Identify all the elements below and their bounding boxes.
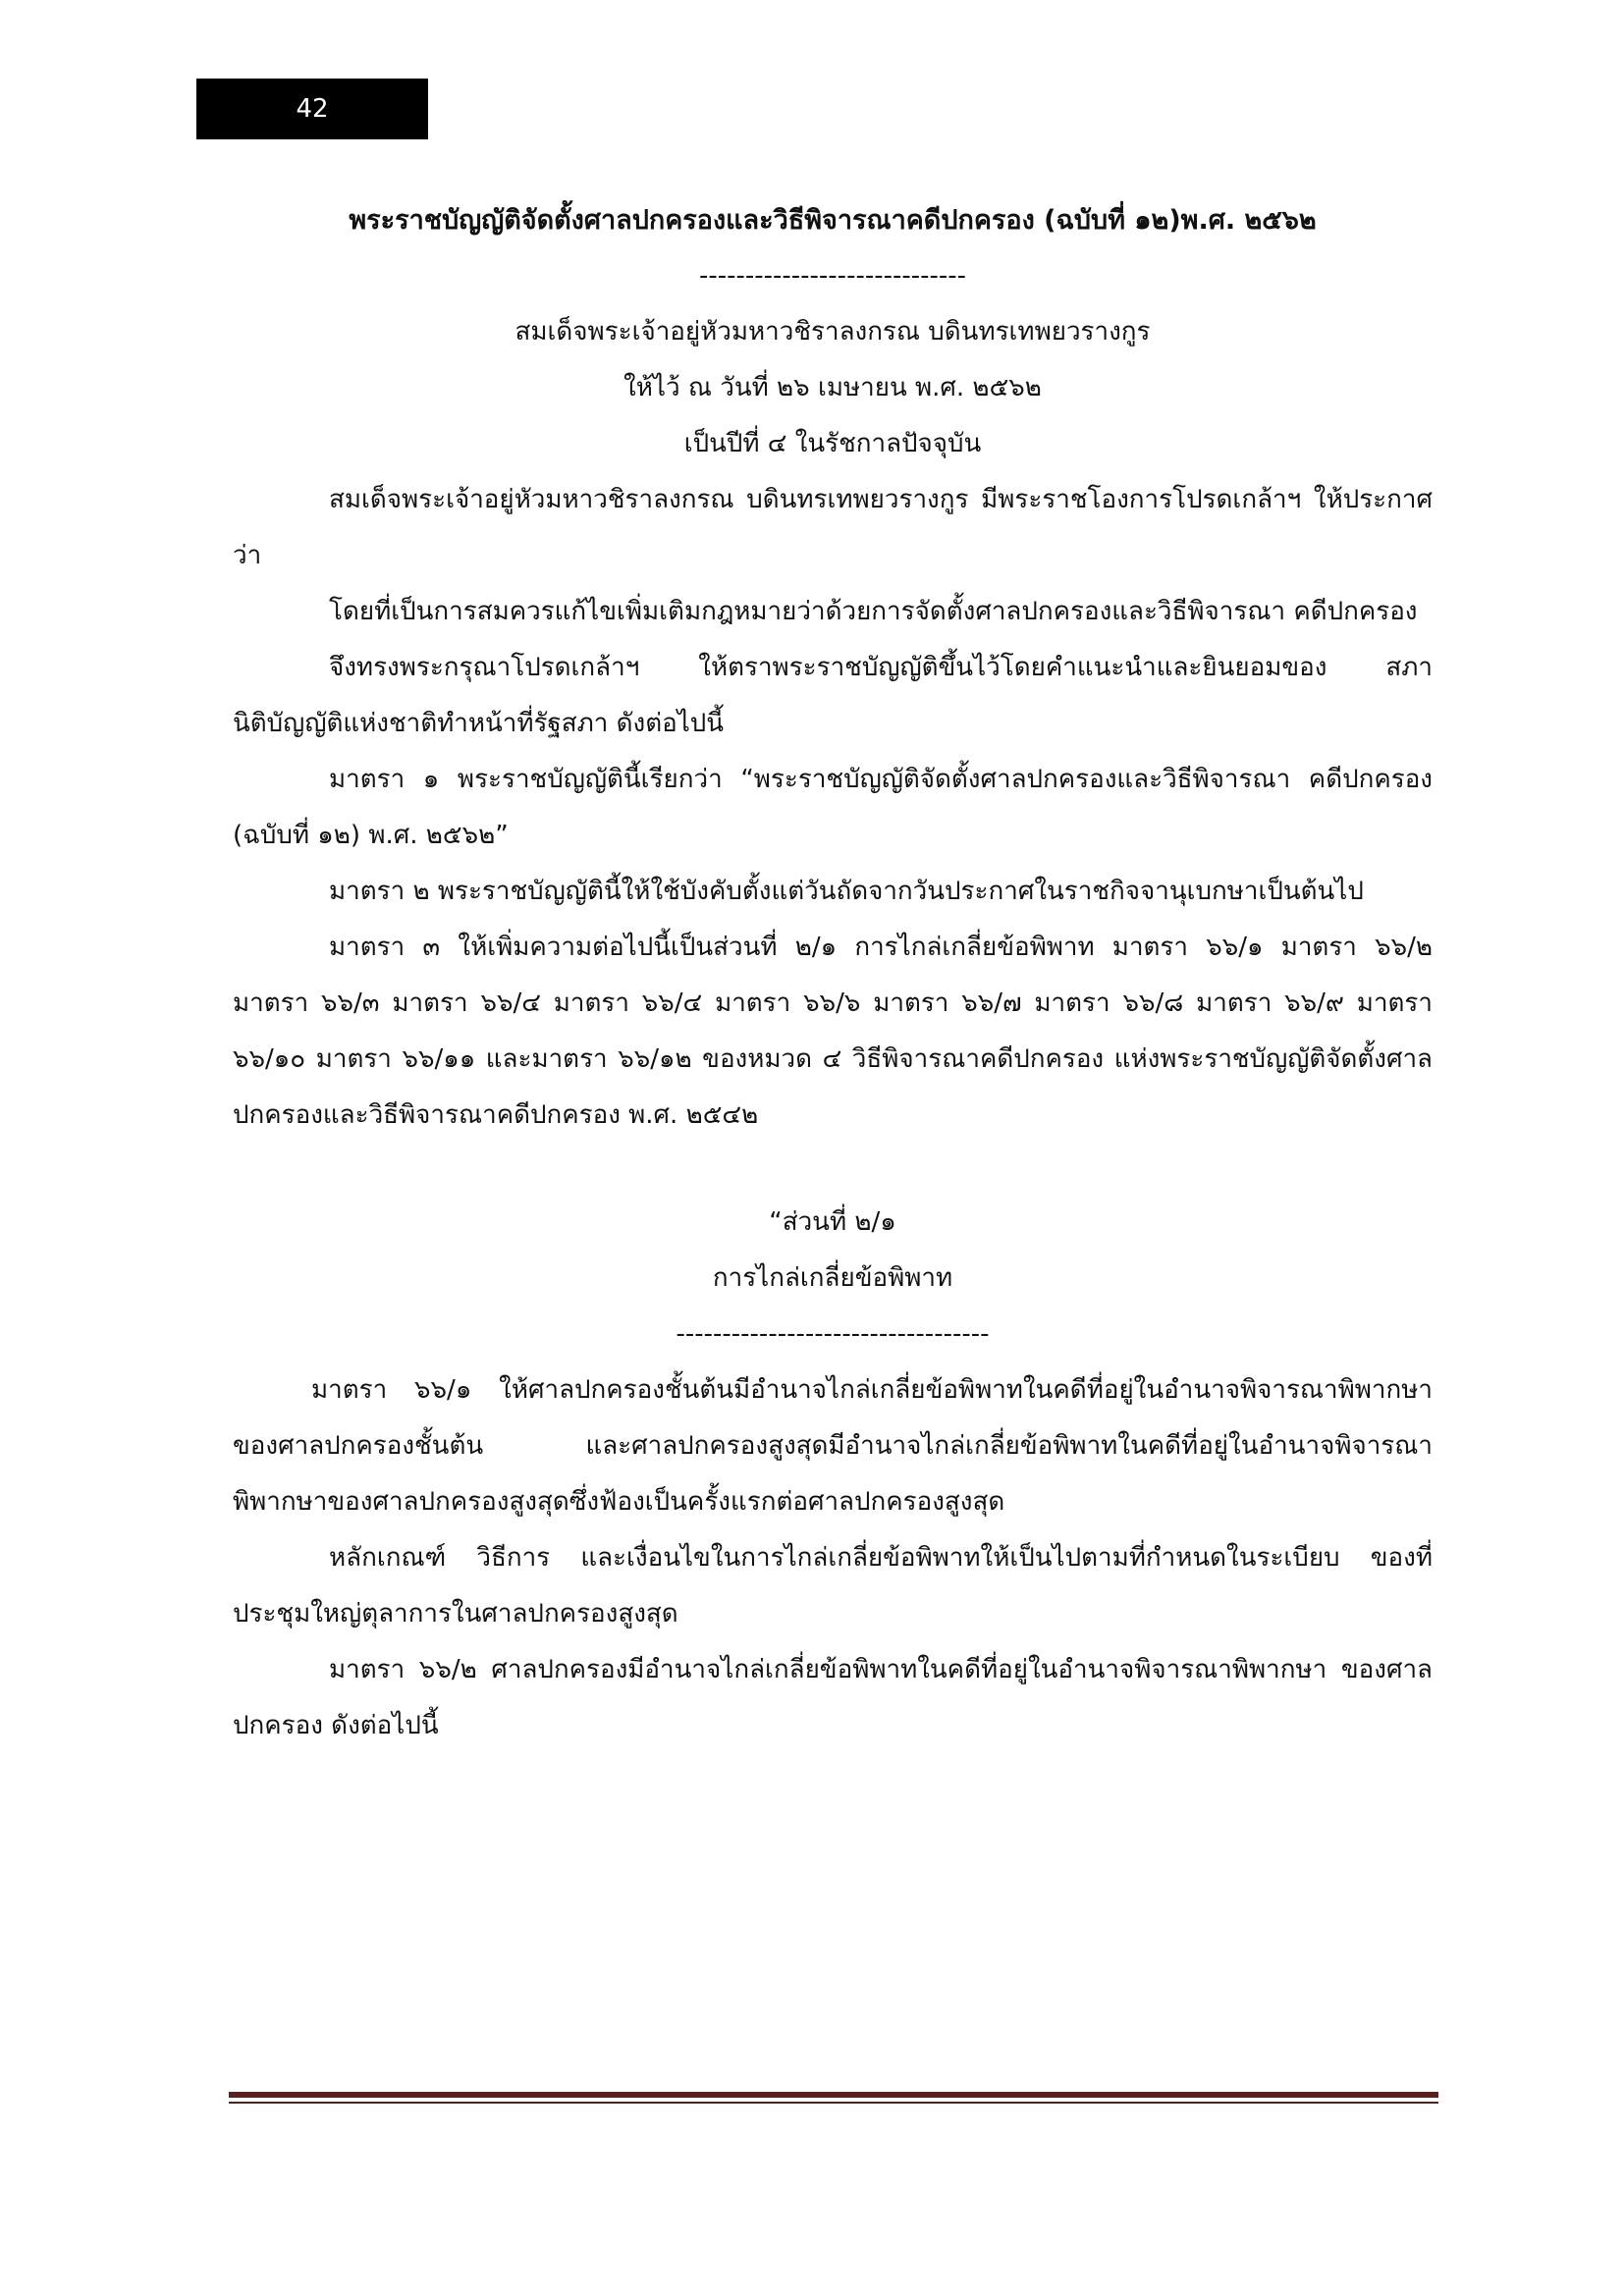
section-subheading: การไกล่เกลี่ยข้อพิพาท [712,1263,953,1293]
paragraph-section-1: มาตรา ๑ พระราชบัญญัตินี้เรียกว่า “พระราชบัญญัติจัดตั้งศาลปกครองและวิธีพิจารณา คดีปกครอง (ฉบับที่ ๑๒) พ.ศ. ๒๕๖๒” [233,765,1433,850]
header-line-date: ให้ไว้ ณ วันที่ ๒๖ เมษายน พ.ศ. ๒๕๖๒ [623,373,1042,402]
paragraph-section-66-2: มาตรา ๖๖/๒ ศาลปกครองมีอำนาจไกล่เกลี่ยข้อพิพาทในคดีที่อยู่ในอำนาจพิจารณาพิพากษา ของศาลปกครอง ดังต่อไปนี้ [233,1655,1433,1740]
paragraph-section-3: มาตรา ๓ ให้เพิ่มความต่อไปนี้เป็นส่วนที่ ๒/๑ การไกล่เกลี่ยข้อพิพาท มาตรา ๖๖/๑ มาตรา ๖๖/๒ มาตรา ๖๖/๓ มาตรา ๖๖/๔ มาตรา ๖๖/๔ มาตรา ๖๖/๖ มาตรา ๖๖/๗ มาตรา ๖๖/๘ มาตรา ๖๖/๙ มาตรา ๖๖/๑๐ มาตรา ๖๖/๑๑ และมาตรา ๖๖/๑๒ ของหมวด ๔ วิธีพิจารณาคดีปกครอง แห่งพระราชบัญญัติจัดตั้งศาลปกครองและวิธีพิจารณาคดีปกครอง พ.ศ. ๒๕๔๒ [233,933,1433,1130]
paragraph-section-66-1-rules: หลักเกณฑ์ วิธีการ และเงื่อนไขในการไกล่เกลี่ยข้อพิพาทให้เป็นไปตามที่กำหนดในระเบียบ ของที่ประชุมใหญ่ตุลาการในศาลปกครองสูงสุด [233,1543,1433,1629]
page-number: 42 [296,94,329,124]
document-title: พระราชบัญญัติจัดตั้งศาลปกครองและวิธีพิจารณาคดีปกครอง (ฉบับที่ ๑๒)พ.ศ. ๒๕๖๒ [349,205,1317,236]
section-heading: “ส่วนที่ ๒/๑ [769,1207,896,1237]
paragraph-section-2: มาตรา ๒ พระราชบัญญัตินี้ให้ใช้บังคับตั้งแต่วันถัดจากวันประกาศในราชกิจจานุเบกษาเป็นต้นไป [329,877,1364,906]
header-line-king: สมเด็จพระเจ้าอยู่หัวมหาวชิราลงกรณ บดินทรเทพยวรางกูร [514,317,1151,347]
header-line-reign: เป็นปีที่ ๔ ในรัชกาลปัจจุบัน [683,429,982,458]
paragraph-enactment: จึงทรงพระกรุณาโปรดเกล้าฯ ให้ตราพระราชบัญญัติขึ้นไว้โดยคำแนะนำและยินยอมของ สภานิติบัญญัติแห่งชาติทำหน้าที่รัฐสภา ดังต่อไปนี้ [233,653,1433,738]
page-number-box [196,79,428,139]
footer-rule-thick [229,2092,1438,2098]
spacer [233,1144,1433,1195]
section-dash-rule: ---------------------------------- [676,1319,990,1349]
paragraph-section-66-1: มาตรา ๖๖/๑ ให้ศาลปกครองชั้นต้นมีอำนาจไกล่เกลี่ยข้อพิพาทในคดีที่อยู่ในอำนาจพิจารณาพิพากษาของศาลปกครองชั้นต้น และศาลปกครองสูงสุดมีอำนาจไกล่เกลี่ยข้อพิพาทในคดีที่อยู่ในอำนาจพิจารณาพิพากษาของศาลปกครองสูงสุดซึ่งฟ้องเป็นครั้งแรกต่อศาลปกครองสูงสุด [233,1375,1433,1517]
paragraph-proclamation: สมเด็จพระเจ้าอยู่หัวมหาวชิราลงกรณ บดินทรเทพยวรางกูร มีพระราชโองการโปรดเกล้าฯ ให้ประกาศว่า [233,485,1433,570]
title-dash-rule: ----------------------------- [698,261,967,291]
paragraph-rationale: โดยที่เป็นการสมควรแก้ไขเพิ่มเติมกฎหมายว่าด้วยการจัดตั้งศาลปกครองและวิธีพิจารณา คดีปกครอง [329,597,1418,626]
document-body [233,192,1433,1754]
footer-rule-thin [229,2102,1438,2104]
